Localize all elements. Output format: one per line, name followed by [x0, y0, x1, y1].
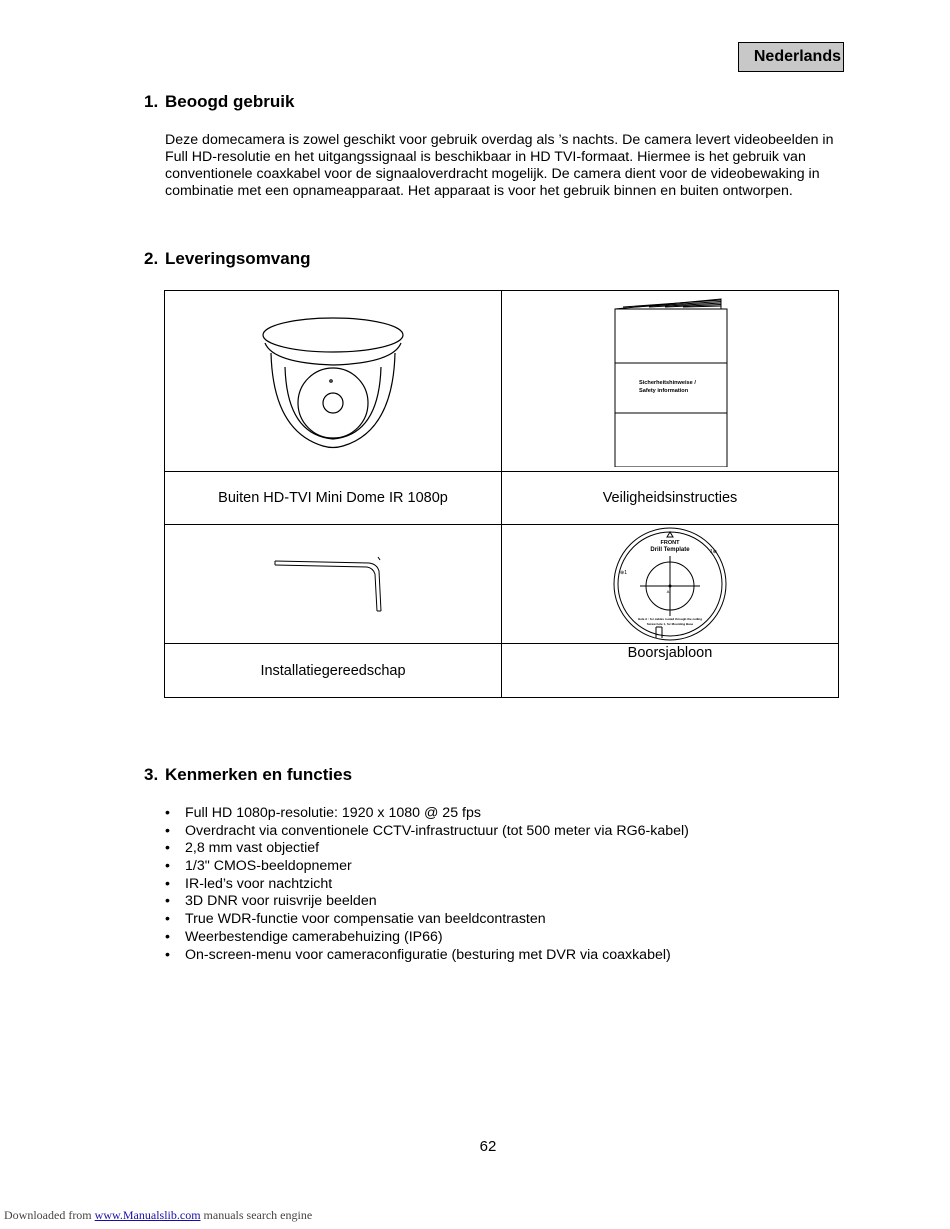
- list-item: [165, 858, 689, 876]
- language-tab: Nederlands: [738, 42, 844, 72]
- safety-booklet-cell: [502, 291, 839, 472]
- hex-key-icon: [273, 549, 393, 619]
- dome-camera-icon: [253, 301, 413, 461]
- section-heading-features: [144, 765, 352, 785]
- bullet: •: [165, 805, 170, 821]
- svg-text:1⊕: 1⊕: [710, 549, 717, 555]
- template-name-label: Drill Template: [650, 547, 690, 553]
- scope-of-delivery-table: [164, 290, 839, 698]
- manualslib-link[interactable]: www.Manualslib.com: [94, 1208, 201, 1222]
- feature-text: 3D DNR voor ruisvrije beelden: [185, 893, 377, 910]
- features-list: [165, 805, 689, 964]
- list-item: [165, 911, 689, 929]
- section-number: 1.: [144, 92, 159, 111]
- scope-item-label: Installatiegereedschap: [165, 644, 502, 698]
- intended-use-paragraph: Deze domecamera is zowel geschikt voor gebruik overdag als ’s nachts. De camera levert videobeelden in Full HD-resolutie en het uitgangssignaal is beschikbaar in HD TVI-formaat. Hiermee is het gebruik van conventionele coaxkabel voor de signaaloverdracht mogelijk. De camera dient voor de videobewaking in combinatie met een opnameapparaat. Het apparaat is voor het gebruik binnen en buiten ontworpen.: [165, 132, 834, 199]
- footer-suffix: manuals search engine: [203, 1208, 313, 1222]
- list-item: [165, 893, 689, 911]
- section-title: Kenmerken en functies: [165, 765, 353, 784]
- feature-text: Weerbestendige camerabehuizing (IP66): [185, 928, 443, 945]
- bullet: •: [165, 875, 170, 892]
- list-item: [165, 947, 689, 965]
- bullet: •: [165, 946, 170, 963]
- safety-booklet-icon: [605, 295, 735, 467]
- dome-camera-cell: [165, 291, 502, 472]
- template-front-label: FRONT: [660, 540, 680, 546]
- section-heading-intended-use: [144, 92, 294, 112]
- feature-text: 1/3" CMOS-beeldopnemer: [185, 858, 352, 875]
- list-item: [165, 823, 689, 841]
- section-heading-scope: [144, 249, 311, 269]
- template-note-1: Hole A : for cables routed through the ceiling: [637, 617, 703, 621]
- section-number: 3.: [144, 765, 159, 784]
- list-item: [165, 805, 689, 823]
- hex-key-cell: [165, 525, 502, 644]
- section-title: Beoogd gebruik: [165, 92, 295, 111]
- bullet: •: [165, 893, 170, 910]
- drill-template-cell: [502, 525, 839, 644]
- feature-text: 2,8 mm vast objectief: [185, 840, 320, 857]
- bullet: •: [165, 822, 170, 839]
- section-title: Leveringsomvang: [165, 249, 311, 268]
- feature-text: Overdracht via conventionele CCTV-infrastructuur (tot 500 meter via RG6-kabel): [185, 822, 689, 839]
- scope-item-label: Veiligheidsinstructies: [502, 472, 839, 525]
- section-number: 2.: [144, 249, 159, 268]
- svg-text:A: A: [666, 589, 670, 594]
- list-item: [165, 929, 689, 947]
- template-note-2: Screw hole 1, for Mounting Base: [646, 622, 694, 626]
- feature-text: Full HD 1080p-resolutie: 1920 x 1080 @ 25 fps: [185, 805, 481, 821]
- scope-item-label: Boorsjabloon: [502, 644, 839, 698]
- feature-text: True WDR-functie voor compensatie van beeldcontrasten: [185, 911, 546, 928]
- bullet: •: [165, 840, 170, 857]
- list-item: [165, 840, 689, 858]
- feature-text: On-screen-menu voor cameraconfiguratie (besturing met DVR via coaxkabel): [185, 946, 671, 963]
- scope-item-label: Buiten HD-TVI Mini Dome IR 1080p: [165, 472, 502, 525]
- feature-text: IR-led’s voor nachtzicht: [185, 875, 333, 892]
- svg-text:⊕1: ⊕1: [620, 570, 627, 576]
- bullet: •: [165, 911, 170, 928]
- download-footer: [4, 1208, 312, 1223]
- page-number: 62: [479, 1138, 497, 1155]
- booklet-title-line2: Safety information: [639, 388, 689, 394]
- bullet: •: [165, 928, 170, 945]
- list-item: [165, 876, 689, 894]
- drill-template-icon: [610, 526, 730, 642]
- footer-prefix: Downloaded from: [4, 1208, 92, 1222]
- booklet-title-line1: Sicherheitshinweise /: [639, 380, 696, 386]
- bullet: •: [165, 858, 170, 875]
